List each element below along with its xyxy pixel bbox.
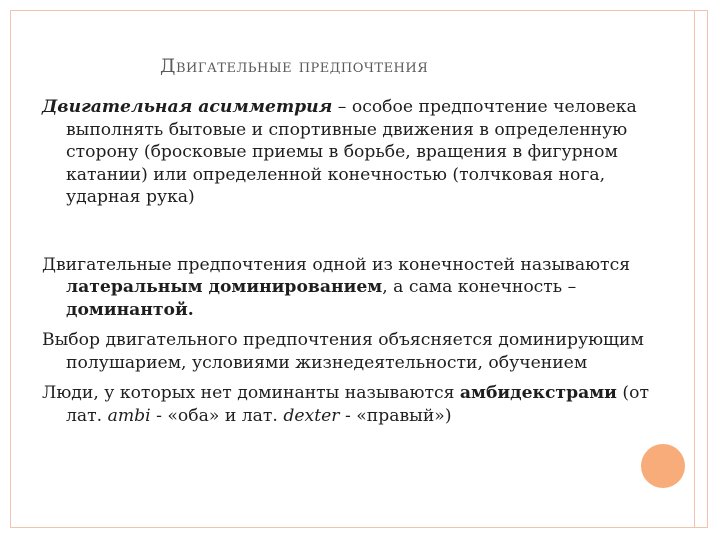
- paragraph-lateral-text-2: , а сама конечность –: [382, 277, 577, 297]
- term-dominant: доминантой.: [66, 299, 194, 320]
- paragraph-ambi-text-3: - «оба» и лат.: [150, 405, 284, 426]
- paragraph-choice: [42, 329, 662, 374]
- paragraph-lateral-dominance: [42, 254, 662, 322]
- paragraph-ambi-text-4: - «правый»): [339, 405, 452, 426]
- slide-content: [42, 96, 662, 427]
- paragraph-ambidexters: [42, 382, 662, 427]
- paragraph-asymmetry: [42, 96, 662, 209]
- paragraph-asymmetry-text: – особое предпочтение человека выполнять бытовые и спортивные движения в определенную сторону (бросковые приемы в борьбе, вращения в фигурном катании) или определенной конечностью (толчковая нога, ударная рука): [66, 97, 637, 207]
- paragraph-ambi-text-1: Люди, у которых нет доминанты называются: [42, 383, 460, 403]
- latin-ambi: ambi: [107, 405, 151, 426]
- term-motor-asymmetry: Двигательная асимметрия: [42, 97, 333, 117]
- slide-frame-right-band: [694, 10, 708, 528]
- slide-title: Двигательные предпочтения: [160, 55, 429, 77]
- latin-dexter: dexter: [283, 405, 340, 426]
- term-lateral-dominance: латеральным доминированием: [66, 277, 383, 297]
- paragraph-lateral-text-1: Двигательные предпочтения одной из конечностей называются: [42, 254, 631, 275]
- paragraph-choice-text: Выбор двигательного предпочтения объясняется доминирующим полушарием, условиями жизнедеятельности, обучением: [42, 330, 644, 373]
- decorative-circle: [641, 444, 685, 488]
- paragraph-ambi-text-2: (от лат.: [66, 383, 649, 426]
- term-ambidexters: амбидекстрами: [459, 383, 617, 403]
